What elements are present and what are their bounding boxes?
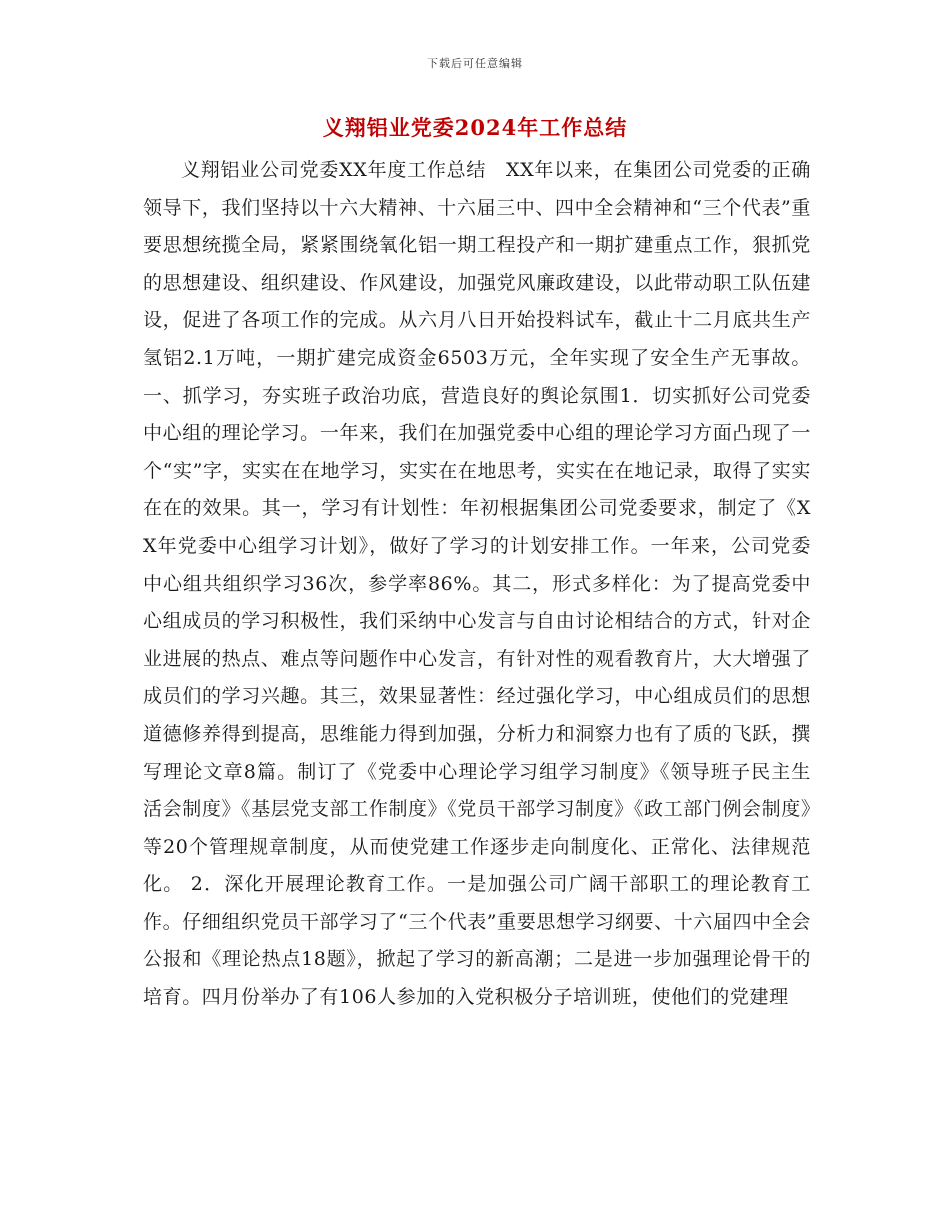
document-body: 义翔铝业公司党委XX年度工作总结 XX年以来，在集团公司党委的正确领导下，我们坚持以十六大精神、十六届三中、四中全会精神和“三个代表”重要思想统揽全局，紧紧围绕氧化铝一期工程投产和一期扩建重点工作，狠抓党的思想建设、组织建设、作风建设，加强党风廉政建设，以此带动职工队伍建设，促进了各项工作的完成。从六月八日开始投料试车，截止十二月底共生产氢铝2.1万吨，一期扩建完成资金6503万元，全年实现了安全生产无事故。一、抓学习，夯实班子政治功底，营造良好的舆论氛围1．切实抓好公司党委中心组的理论学习。一年来，我们在加强党委中心组的理论学习方面凸现了一个“实”字，实实在在地学习，实实在在地思考，实实在在地记录，取得了实实在在的效果。其一，学习有计划性：年初根据集团公司党委要求，制定了《XX年党委中心组学习计划》，做好了学习的计划安排工作。一年来，公司党委中心组共组织学习36次，参学率86%。其二，形式多样化：为了提高党委中心组成员的学习积极性，我们采纳中心发言与自由讨论相结合的方式，针对企业进展的热点、难点等问题作中心发言，有针对性的观看教育片，大大增强了成员们的学习兴趣。其三，效果显著性：经过强化学习，中心组成员们的思想道德修养得到提高，思维能力得到加强，分析力和洞察力也有了质的飞跃，撰写理论文章8篇。制订了《党委中心理论学习组学习制度》《领导班子民主生活会制度》《基层党支部工作制度》《党员干部学习制度》《政工部门例会制度》等20个管理规章制度，从而使党建工作逐步走向制度化、正常化、法律规范化。 2．深化开展理论教育工作。一是加强公司广阔干部职工的理论教育工作。仔细组织党员干部学习了“三个代表”重要思想学习纲要、十六届四中全会公报和《理论热点18题》，掀起了学习的新高潮；二是进一步加强理论骨干的培育。四月份举办了有106人参加的入党积极分子培训班，使他们的党建理 [143, 159, 811, 1009]
document-title: 义翔铝业党委2024年工作总结 [322, 115, 628, 140]
page-header-note: 下载后可任意编辑 [427, 57, 523, 70]
